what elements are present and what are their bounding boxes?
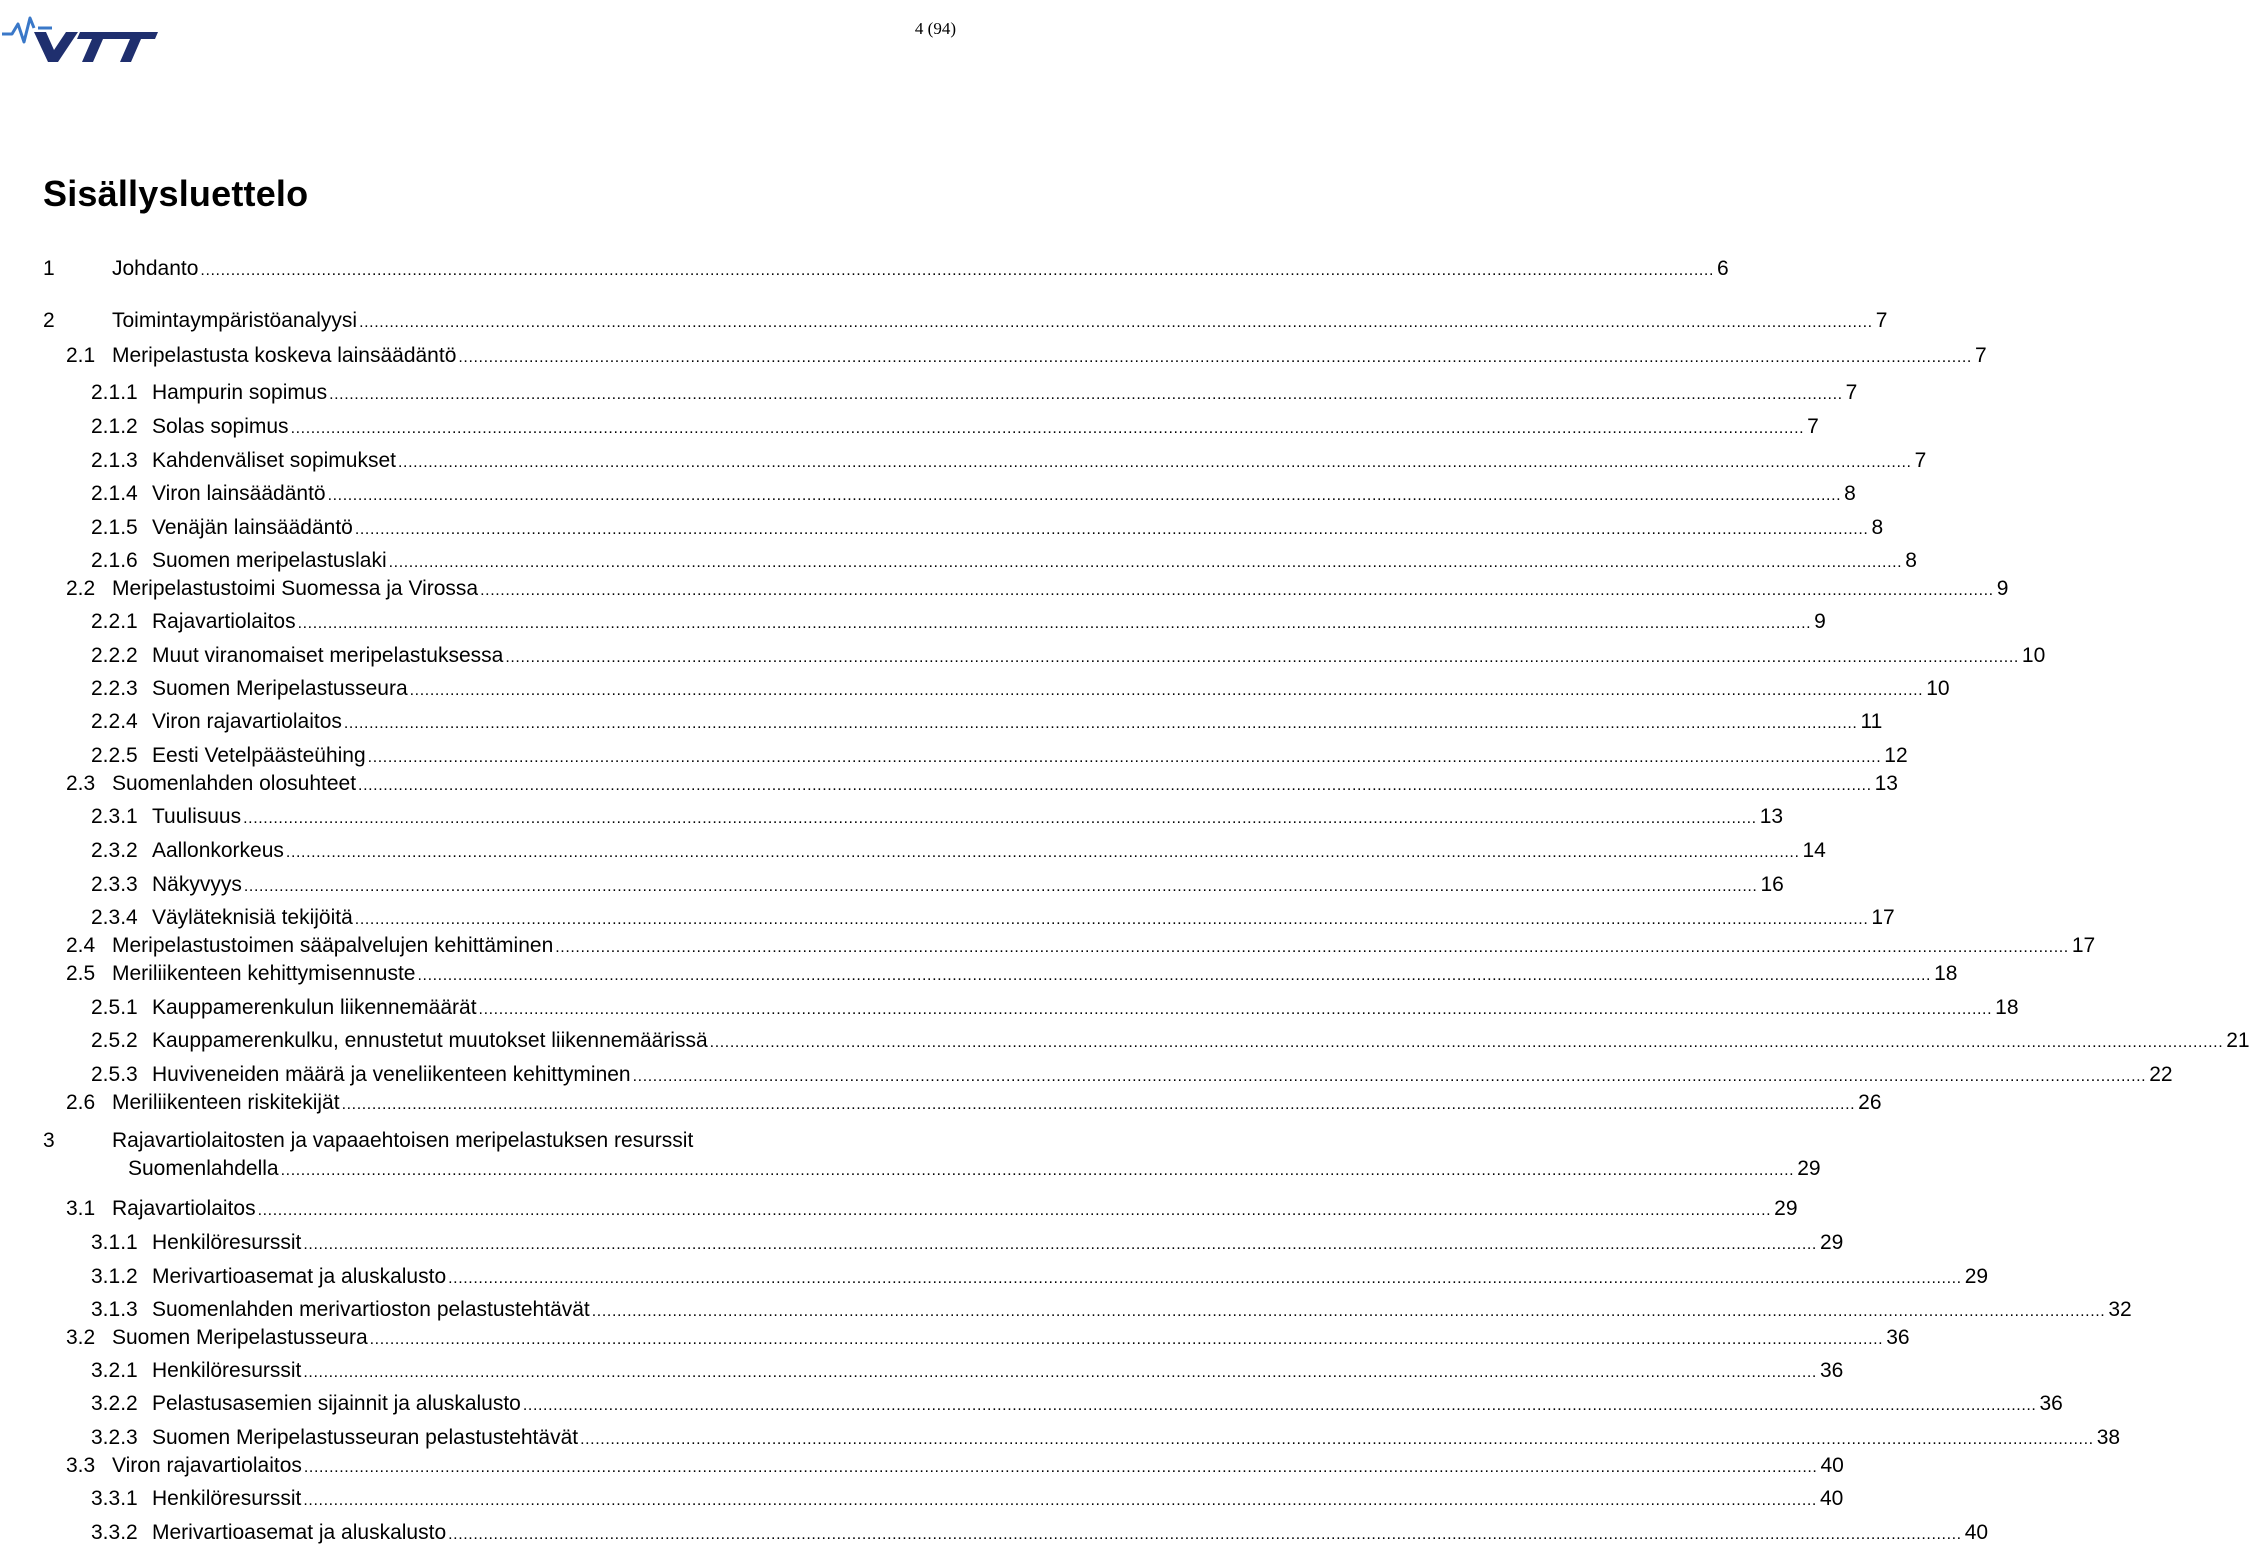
toc-entry[interactable] — [0, 836, 1826, 866]
toc-number: 2.1.2 — [91, 415, 138, 438]
toc-number: 2.3.3 — [91, 873, 138, 896]
toc-entry[interactable] — [0, 1228, 1844, 1258]
toc-number: 3.2 — [66, 1326, 96, 1349]
toc-number: 3.1 — [66, 1197, 96, 1220]
dot-leader: ............................................................................................................................................................................................................................................................................................................ — [591, 1303, 2106, 1320]
dot-leader: ............................................................................................................................................................................................................................................................................................................ — [369, 1331, 1884, 1348]
dot-leader: ............................................................................................................................................................................................................................................................................................................ — [303, 1459, 1818, 1476]
toc-entry[interactable] — [0, 707, 1883, 737]
dot-leader: ............................................................................................................................................................................................................................................................................................................ — [290, 420, 1805, 437]
toc-entry[interactable] — [0, 741, 1908, 771]
toc-title: Viron rajavartiolaitos — [152, 710, 342, 733]
toc-page-number: 7 — [1845, 381, 1858, 404]
dot-leader: ............................................................................................................................................................................................................................................................................................................ — [329, 386, 1843, 403]
toc-page-number: 6 — [1717, 257, 1729, 280]
toc-title: Viron rajavartiolaitos — [112, 1454, 302, 1477]
toc-title: Meriliikenteen riskitekijät — [112, 1091, 340, 1114]
toc-title: Muut viranomaiset meripelastuksessa — [152, 644, 504, 667]
toc-page-number: 18 — [1934, 962, 1958, 985]
toc-title: Toimintaympäristöanalyysi — [112, 309, 358, 332]
toc-number: 3.1.3 — [91, 1298, 138, 1321]
toc-title: Suomenlahden olosuhteet — [112, 772, 357, 795]
toc-number: 2.1 — [66, 344, 96, 367]
toc-number: 2.3.2 — [91, 839, 138, 862]
dot-leader: ............................................................................................................................................................................................................................................................................................................ — [303, 1236, 1817, 1253]
toc-title: Hampurin sopimus — [152, 381, 328, 404]
toc-page-number: 18 — [1995, 996, 2019, 1019]
dot-leader: ............................................................................................................................................................................................................................................................................................................ — [343, 715, 1858, 732]
dot-leader: ............................................................................................................................................................................................................................................................................................................ — [367, 749, 1882, 766]
dot-leader: ............................................................................................................................................................................................................................................................................................................ — [303, 1492, 1817, 1509]
dot-leader: ............................................................................................................................................................................................................................................................................................................ — [397, 454, 1912, 471]
toc-title: Viron lainsäädäntö — [152, 482, 326, 505]
toc-title: Näkyvyys — [152, 873, 242, 896]
toc-number: 2.1.5 — [91, 516, 138, 539]
toc-title: Suomen Meripelastusseura — [112, 1326, 368, 1349]
toc-page-number: 32 — [2108, 1298, 2132, 1321]
dot-leader: ............................................................................................................................................................................................................................................................................................................ — [448, 1270, 1962, 1287]
toc-entry[interactable] — [0, 1194, 1798, 1224]
toc-entry[interactable] — [0, 513, 1884, 543]
toc-page-number: 40 — [1820, 1454, 1844, 1477]
toc-entry[interactable] — [0, 674, 1950, 704]
toc-title: Suomenlahdella — [128, 1157, 279, 1180]
toc-title: Väyläteknisiä tekijöitä — [152, 906, 353, 929]
toc-page-number: 29 — [1964, 1265, 1989, 1288]
toc-title: Kauppamerenkulun liikennemäärät — [152, 996, 477, 1019]
toc-number: 1 — [43, 257, 55, 280]
toc-entry[interactable] — [0, 903, 1895, 933]
toc-number: 3.2.3 — [91, 1426, 138, 1449]
toc-entry[interactable] — [0, 412, 1819, 442]
toc-entry[interactable] — [0, 959, 1958, 989]
toc-entry[interactable] — [0, 1060, 2173, 1090]
toc-number: 2.5.3 — [91, 1063, 138, 1086]
toc-title: Suomenlahden merivartioston pelastustehtävät — [152, 1298, 590, 1321]
toc-entry[interactable] — [0, 574, 2009, 604]
dot-leader: ............................................................................................................................................................................................................................................................................................................ — [417, 967, 1932, 984]
toc-number: 2.3.1 — [91, 805, 138, 828]
toc-page-number: 40 — [1964, 1521, 1989, 1544]
dot-leader: ............................................................................................................................................................................................................................................................................................................ — [358, 777, 1872, 794]
dot-leader: ............................................................................................................................................................................................................................................................................................................ — [478, 1001, 1993, 1018]
toc-entry[interactable] — [0, 1129, 1821, 1184]
toc-page-number: 9 — [1814, 610, 1826, 633]
toc-number: 2 — [43, 309, 55, 332]
toc-title: Meriliikenteen kehittymisennuste — [112, 962, 416, 985]
toc-number: 2.5.2 — [91, 1029, 138, 1052]
toc-entry[interactable] — [0, 1026, 2250, 1056]
toc-page-number: 12 — [1884, 744, 1908, 767]
toc-number: 3 — [43, 1129, 55, 1152]
dot-leader: ............................................................................................................................................................................................................................................................................................................ — [354, 911, 1869, 928]
toc-page-number: 7 — [1807, 415, 1819, 438]
toc-page-number: 17 — [1871, 906, 1895, 929]
vtt-logo — [0, 4, 160, 66]
toc-title: Meripelastustoimen sääpalvelujen kehittäminen — [112, 934, 554, 957]
toc-title: Johdanto — [112, 257, 199, 280]
toc-title: Henkilöresurssit — [152, 1487, 302, 1510]
toc-page-number: 36 — [1819, 1359, 1844, 1382]
toc-number: 2.4 — [66, 934, 96, 957]
toc-number: 3.1.1 — [91, 1231, 138, 1254]
toc-title: Kahdenväliset sopimukset — [152, 449, 396, 472]
toc-title: Rajavartiolaitos — [112, 1197, 256, 1220]
dot-leader: ............................................................................................................................................................................................................................................................................................................ — [448, 1526, 1962, 1543]
toc-page-number: 17 — [2071, 934, 2096, 957]
toc-entry[interactable] — [0, 446, 1927, 476]
toc-entry[interactable] — [0, 607, 1826, 637]
toc-number: 2.3 — [66, 772, 96, 795]
toc-page-number: 36 — [1886, 1326, 1910, 1349]
toc-title: Rajavartiolaitos — [152, 610, 296, 633]
toc-entry[interactable] — [0, 479, 1856, 509]
toc-entry[interactable] — [0, 1451, 1844, 1481]
dot-leader: ............................................................................................................................................................................................................................................................................................................ — [580, 1431, 2094, 1448]
toc-page-number: 26 — [1858, 1091, 1882, 1114]
toc-page-number: 11 — [1860, 710, 1883, 733]
toc-number: 2.1.3 — [91, 449, 138, 472]
toc-page-number: 36 — [2039, 1392, 2063, 1415]
toc-entry[interactable] — [0, 769, 1898, 799]
toc-entry[interactable] — [0, 993, 2019, 1023]
toc-page-number: 29 — [1774, 1197, 1798, 1220]
toc-number: 2.5 — [66, 962, 96, 985]
toc-page-number: 29 — [1819, 1231, 1844, 1254]
dot-leader: ............................................................................................................................................................................................................................................................................................................ — [555, 939, 2069, 956]
page-number: 4 (94) — [914, 19, 956, 38]
toc-title: Aallonkorkeus — [152, 839, 284, 862]
toc-title: Pelastusasemien sijainnit ja aluskalusto — [152, 1392, 521, 1415]
toc-page-number: 8 — [1871, 516, 1884, 539]
toc-title: Merivartioasemat ja aluskalusto — [152, 1265, 447, 1288]
dot-leader: ............................................................................................................................................................................................................................................................................................................ — [632, 1068, 2147, 1085]
toc-title: Henkilöresurssit — [152, 1359, 302, 1382]
toc-number: 2.2.5 — [91, 744, 138, 767]
toc-number: 3.1.2 — [91, 1265, 138, 1288]
toc-page-number: 7 — [1974, 344, 1987, 367]
toc-entry[interactable] — [0, 931, 2096, 961]
toc-title: Venäjän lainsäädäntö — [152, 516, 353, 539]
toc-title: Suomen meripelastuslaki — [152, 549, 387, 572]
dot-leader: ............................................................................................................................................................................................................................................................................................................ — [458, 349, 1972, 366]
toc-page-number: 7 — [1875, 309, 1888, 332]
toc-number: 2.6 — [66, 1091, 96, 1114]
toc-entry[interactable] — [0, 1088, 1882, 1118]
toc-number: 2.1.6 — [91, 549, 138, 572]
toc-number: 2.1.1 — [91, 381, 138, 404]
dot-leader: ............................................................................................................................................................................................................................................................................................................ — [341, 1096, 1856, 1113]
toc-entry[interactable] — [0, 1484, 1844, 1514]
dot-leader: ............................................................................................................................................................................................................................................................................................................ — [409, 682, 1924, 699]
toc-entry[interactable] — [0, 1518, 1989, 1548]
toc-title: Huviveneiden määrä ja veneliikenteen kehittyminen — [152, 1063, 631, 1086]
toc-entry[interactable] — [0, 802, 1784, 832]
toc-entry[interactable] — [0, 1295, 2132, 1325]
dot-leader: ............................................................................................................................................................................................................................................................................................................ — [280, 1162, 1795, 1179]
toc-number: 2.2.1 — [91, 610, 138, 633]
dot-leader: ............................................................................................................................................................................................................................................................................................................ — [297, 615, 1812, 632]
dot-leader: ............................................................................................................................................................................................................................................................................................................ — [327, 487, 1842, 504]
toc-number: 2.1.4 — [91, 482, 138, 505]
toc-title: Rajavartiolaitosten ja vapaaehtoisen meripelastuksen resurssit — [112, 1129, 694, 1152]
toc-page-number: 29 — [1797, 1157, 1821, 1180]
toc-title: Solas sopimus — [152, 415, 289, 438]
toc-page-number: 22 — [2149, 1063, 2173, 1086]
toc-entry[interactable] — [0, 1389, 2063, 1419]
toc-title: Meripelastustoimi Suomessa ja Virossa — [112, 577, 479, 600]
toc-title: Eesti Vetelpäästeühing — [152, 744, 366, 767]
toc-title: Suomen Meripelastusseura — [152, 677, 408, 700]
toc-entry[interactable] — [0, 1323, 1910, 1353]
toc-title: Merivartioasemat ja aluskalusto — [152, 1521, 447, 1544]
toc-title: Meripelastusta koskeva lainsäädäntö — [112, 344, 457, 367]
toc-title: Tuulisuus — [152, 805, 242, 828]
toc-number: 2.2 — [66, 577, 96, 600]
toc-page-number: 13 — [1759, 805, 1784, 828]
toc-page-number: 13 — [1874, 772, 1898, 795]
toc-number: 2.2.2 — [91, 644, 138, 667]
toc-page-number: 9 — [1996, 577, 2009, 600]
toc-page-number: 10 — [2021, 644, 2046, 667]
toc-entry[interactable] — [0, 641, 2046, 671]
toc-number: 2.2.4 — [91, 710, 138, 733]
toc-number: 2.5.1 — [91, 996, 138, 1019]
dot-leader: ............................................................................................................................................................................................................................................................................................................ — [480, 582, 1994, 599]
toc-entry[interactable] — [0, 1356, 1844, 1386]
toc-page-number: 7 — [1914, 449, 1927, 472]
dot-leader: ............................................................................................................................................................................................................................................................................................................ — [522, 1397, 2037, 1414]
toc-page-number: 8 — [1905, 549, 1917, 572]
toc-page-number: 16 — [1760, 873, 1784, 896]
dot-leader: ............................................................................................................................................................................................................................................................................................................ — [359, 314, 1873, 331]
dot-leader: ............................................................................................................................................................................................................................................................................................................ — [257, 1202, 1772, 1219]
toc-entry[interactable] — [0, 546, 1917, 576]
dot-leader: ............................................................................................................................................................................................................................................................................................................ — [243, 810, 1757, 827]
dot-leader: ............................................................................................................................................................................................................................................................................................................ — [388, 554, 1903, 571]
dot-leader: ............................................................................................................................................................................................................................................................................................................ — [285, 844, 1800, 861]
toc-entry[interactable] — [0, 254, 1729, 284]
toc-number: 3.3.2 — [91, 1521, 138, 1544]
toc-entry[interactable] — [0, 1262, 1989, 1292]
toc-heading: Sisällysluettelo — [43, 173, 309, 214]
toc-number: 2.2.3 — [91, 677, 138, 700]
toc-number: 3.2.1 — [91, 1359, 138, 1382]
toc-number: 3.2.2 — [91, 1392, 138, 1415]
toc-title: Kauppamerenkulku, ennustetut muutokset liikennemäärissä — [152, 1029, 708, 1052]
toc-number: 3.3 — [66, 1454, 96, 1477]
toc-page-number: 21 — [2226, 1029, 2250, 1052]
toc-page-number: 8 — [1844, 482, 1856, 505]
toc-entry[interactable] — [0, 1423, 2121, 1453]
dot-leader: ............................................................................................................................................................................................................................................................................................................ — [200, 262, 1715, 279]
dot-leader: ............................................................................................................................................................................................................................................................................................................ — [709, 1034, 2224, 1051]
toc-page-number: 10 — [1926, 677, 1950, 700]
toc-page-number: 14 — [1802, 839, 1826, 862]
dot-leader: ............................................................................................................................................................................................................................................................................................................ — [303, 1364, 1817, 1381]
dot-leader: ............................................................................................................................................................................................................................................................................................................ — [243, 878, 1758, 895]
toc-entry[interactable] — [0, 378, 1858, 408]
toc-entry[interactable] — [0, 306, 1888, 336]
toc-title: Henkilöresurssit — [152, 1231, 302, 1254]
toc-page-number: 40 — [1819, 1487, 1844, 1510]
toc-number: 2.3.4 — [91, 906, 138, 929]
toc-title: Suomen Meripelastusseuran pelastustehtävät — [152, 1426, 579, 1449]
toc-number: 3.3.1 — [91, 1487, 138, 1510]
dot-leader: ............................................................................................................................................................................................................................................................................................................ — [354, 521, 1869, 538]
toc-entry[interactable] — [0, 341, 1987, 371]
dot-leader: ............................................................................................................................................................................................................................................................................................................ — [505, 649, 2019, 666]
toc-entry[interactable] — [0, 870, 1784, 900]
toc-page-number: 38 — [2096, 1426, 2121, 1449]
